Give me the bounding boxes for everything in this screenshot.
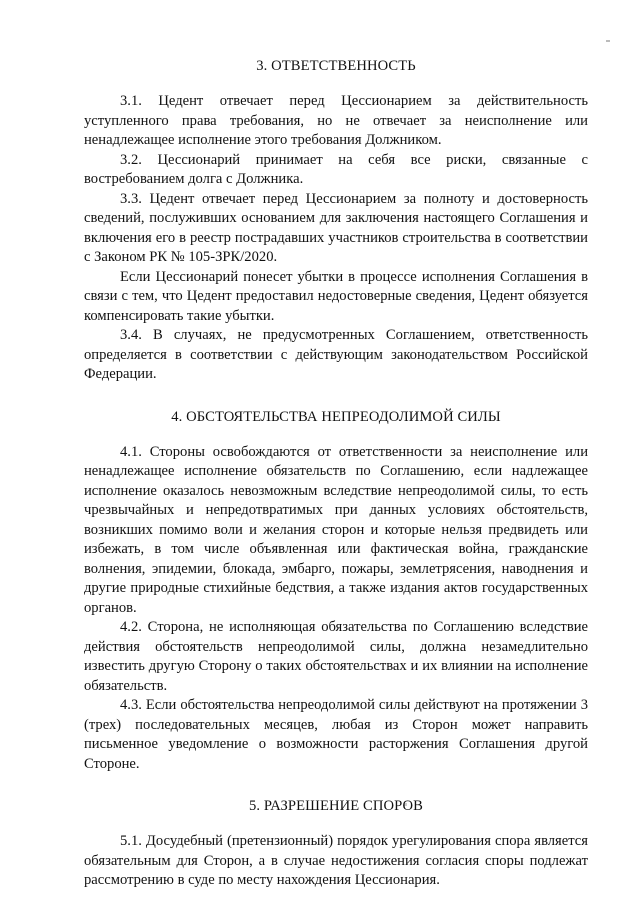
paragraph-4-1: 4.1. Стороны освобождаются от ответственности за неисполнение или ненадлежащее исполнение обязательств по Соглашению, если надлежащее исполнение оказалось невозможным вследствие непреодолимой силы, то есть чрезвычайных и непредотвратимых при данных условиях обстоятельств, возникших помимо воли и желания сторон и которые нельзя предвидеть или избежать, в том числе объявленная или фактическая война, гражданские волнения, эпидемии, блокада, эмбарго, пожары, землетрясения, наводнения и другие природные стихийные бедствия, а также издания актов государственных органов. — [84, 443, 588, 616]
paragraph-3-3: 3.3. Цедент отвечает перед Цессионарием за полноту и достоверность сведений, послуживших основанием для заключения настоящего Соглашения и включения его в реестр пострадавших участников строительства в соответствии с Законом РК № 105-ЗРК/2020. — [84, 190, 588, 265]
paragraph-5-1: 5.1. Досудебный (претензионный) порядок урегулирования спора является обязательным для Сторон, а в случае недостижения согласия споры подлежат рассмотрению в суде по месту нахождения Цессионария. — [84, 833, 588, 888]
paragraph-4-2: 4.2. Сторона, не исполняющая обязательства по Соглашению вследствие действия обстоятельств непреодолимой силы, должна незамедлительно известить другую Сторону о таких обстоятельствах и их влиянии на исполнение обязательств. — [84, 619, 588, 694]
section-heading-force-majeure: 4. ОБСТОЯТЕЛЬСТВА НЕПРЕОДОЛИМОЙ СИЛЫ — [171, 408, 501, 425]
paragraph-4-3: 4.3. Если обстоятельства непреодолимой силы действуют на протяжении 3 (трех) последовательных месяцев, любая из Сторон может направить письменное уведомление о возможности расторжения Соглашения другой Стороне. — [84, 697, 588, 772]
section-heading-dispute-resolution: 5. РАЗРЕШЕНИЕ СПОРОВ — [248, 798, 424, 814]
paragraph-3-3-losses: Если Цессионарий понесет убытки в процессе исполнения Соглашения в связи с тем, что Цедент предоставил недостоверные сведения, Цедент обязуется компенсировать такие убытки. — [84, 268, 588, 324]
document-body — [84, 56, 588, 891]
section-heading-responsibility: 3. ОТВЕТСТВЕННОСТЬ — [256, 58, 416, 74]
scan-speck — [606, 40, 610, 42]
paragraph-3-2: 3.2. Цессионарий принимает на себя все риски, связанные с востребованием долга с Должника. — [84, 151, 588, 187]
paragraph-3-4: 3.4. В случаях, не предусмотренных Соглашением, ответственность определяется в соответствии с действующим законодательством Российской Федерации. — [84, 327, 588, 382]
paragraph-3-1: 3.1. Цедент отвечает перед Цессионарием за действительность уступленного права требования, но не отвечает за неисполнение или ненадлежащее исполнение этого требования Должником. — [84, 93, 588, 148]
